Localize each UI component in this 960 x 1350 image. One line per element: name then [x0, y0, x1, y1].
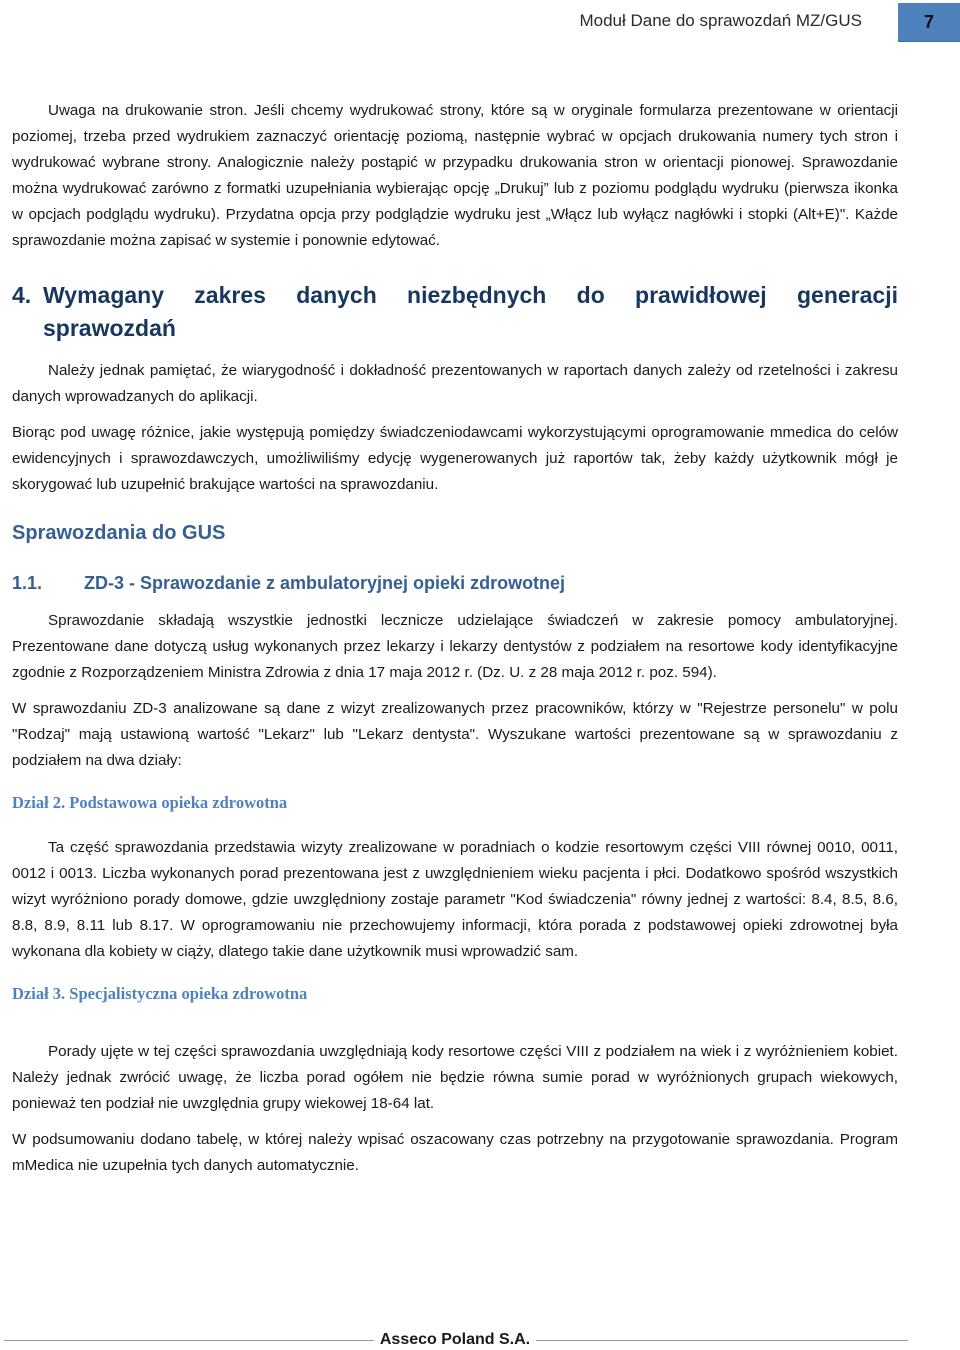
- dzial-3-paragraph: Porady ujęte w tej części sprawozdania uwzględniają kody resortowe części VIII z podziałem na wiek i z wyróżnieniem kobiet. Należy jednak zwrócić uwagę, że liczba porad ogółem nie będzie równa sumie porad w wyróżnionych grupach wiekowych, ponieważ ten podział nie uwzględnia grupy wiekowej 18-64 lat.: [12, 1043, 898, 1112]
- page-footer: [0, 1331, 910, 1349]
- summary-table-paragraph: W podsumowaniu dodano tabelę, w której należy wpisać oszacowany czas potrzebny na przygotowanie sprawozdania. Program mMedica nie uzupełnia tych danych automatycznie.: [12, 1131, 898, 1174]
- document-title: Moduł Dane do sprawozdań MZ/GUS: [579, 11, 862, 30]
- zd3-analysis-paragraph: W sprawozdaniu ZD-3 analizowane są dane z wizyt zrealizowanych przez pracowników, którzy w "Rejestrze personelu" w polu "Rodzaj" mają ustawioną wartość "Lekarz" lub "Lekarz dentysta". Wyszukane wartości prezentowane są w sprawozdaniu z podziałem na dwa działy:: [12, 700, 898, 769]
- zd3-title: ZD-3 - Sprawozdanie z ambulatoryjnej opieki zdrowotnej: [84, 573, 566, 593]
- report-editing-paragraph: Biorąc pod uwagę różnice, jakie występują pomiędzy świadczeniodawcami wykorzystującymi oprogramowanie mmedica do celów ewidencyjnych i sprawozdawczych, umożliwiliśmy edycję wygenerowanych już raportów tak, żeby każdy użytkownik mógł je skorygować lub uzupełnić brakujące wartości na sprawozdaniu.: [12, 424, 898, 493]
- section-4-heading: [12, 279, 898, 345]
- data-reliability-paragraph: Należy jednak pamiętać, że wiarygodność i dokładność prezentowanych w raportach danych zależy od rzetelności i zakresu danych wprowadzanych do aplikacji.: [12, 362, 898, 405]
- dzial-2-paragraph: Ta część sprawozdania przedstawia wizyty zrealizowane w poradniach o kodzie resortowym części VIII równej 0010, 0011, 0012 i 0013. Liczba wykonanych porad prezentowana jest z uwzględnieniem wieku pacjenta i płci. Dodatkowo spośród wszystkich wizyt wyróżniono porady domowe, gdzie uwzględniony zostaje parametr "Kod świadczenia" równy jednej z wartości: 8.4, 8.5, 8.6, 8.8, 8.9, 8.11 lub 8.17. W oprogramowaniu nie przechowujemy informacji, która porada z podstawowej opieki zdrowotnej była wykonana dla kobiety w ciąży, dlatego takie dane użytkownik musi wprowadzić sam.: [12, 839, 898, 960]
- section-4-number: 4.: [12, 282, 32, 308]
- section-4-title-line1: Wymagany zakres danych niezbędnych do prawidłowej generacji: [43, 282, 898, 308]
- dzial-2-heading: Dział 2. Podstawowa opieka zdrowotna: [12, 793, 288, 812]
- printing-note-paragraph: Uwaga na drukowanie stron. Jeśli chcemy wydrukować strony, które są w oryginale formularza prezentowane w orientacji poziomej, trzeba przed wydrukiem zaznaczyć orientację poziomą, następnie wybrać w opcjach drukowania numery tych stron i wydrukować wybrane strony. Analogicznie należy postąpić w przypadku drukowania stron w orientacji pionowej. Sprawozdanie można wydrukować zarówno z formatki uzupełniania wybierając opcję „Drukuj” lub z poziomu podglądu wydruku (pierwsza ikonka w opcjach podglądu wydruku). Przydatna opcja przy podglądzie wydruku jest „Włącz lub wyłącz nagłówki i stopki (Alt+E)". Każde sprawozdanie można zapisać w systemie i ponownie edytować.: [12, 102, 898, 249]
- zd3-heading: [12, 570, 898, 596]
- page-number: 7: [898, 3, 960, 41]
- page-header: [0, 0, 960, 44]
- dzial-3-heading: Dział 3. Specjalistyczna opieka zdrowotna: [12, 984, 308, 1003]
- zd3-number: 1.1.: [12, 573, 43, 593]
- gus-reports-heading: Sprawozdania do GUS: [12, 522, 226, 544]
- section-4-title-line2: sprawozdań: [43, 315, 176, 341]
- zd3-description-paragraph: Sprawozdanie składają wszystkie jednostki lecznicze udzielające świadczeń w zakresie pomocy ambulatoryjnej. Prezentowane dane dotyczą usług wykonanych przez lekarzy i lekarzy dentystów z podziałem na resortowe kody identyfikacyjne zgodnie z Rozporządzeniem Ministra Zdrowia z dnia 17 maja 2012 r. (Dz. U. z 28 maja 2012 r. poz. 594).: [12, 612, 898, 681]
- footer-company: Asseco Poland S.A.: [374, 1331, 536, 1348]
- section-4-title: [43, 279, 898, 345]
- page-content: [12, 98, 898, 1179]
